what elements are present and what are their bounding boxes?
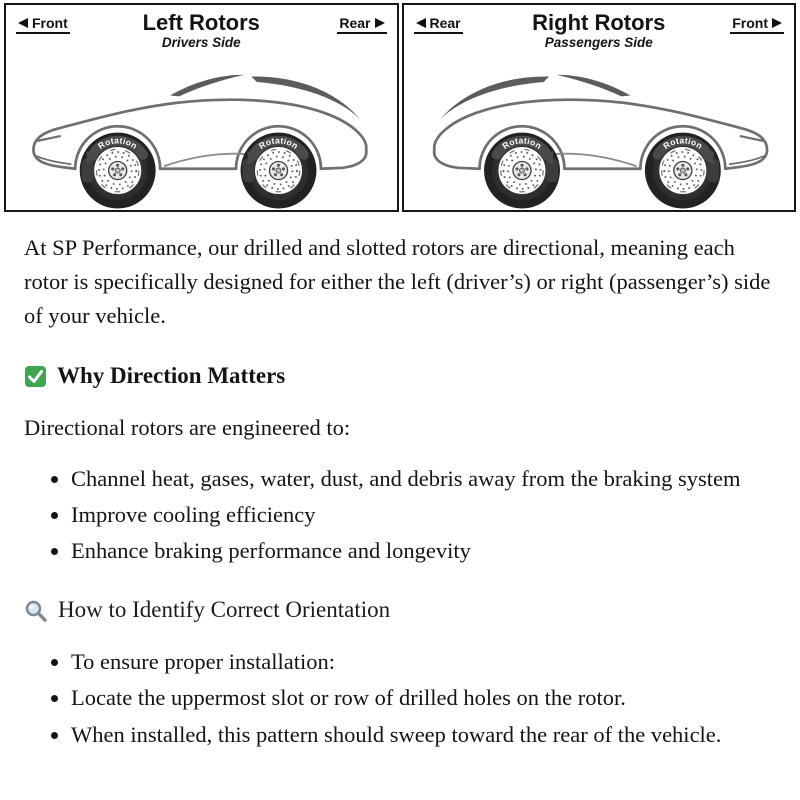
arrow-left-icon bbox=[416, 18, 426, 28]
orientation-bullets-list bbox=[24, 645, 774, 752]
right-rotors-panel bbox=[402, 3, 797, 212]
rotation-label: Rotation bbox=[96, 135, 140, 152]
bullet-item: • Enhance braking performance and longevity bbox=[71, 534, 774, 568]
rear-direction-label bbox=[414, 15, 463, 34]
article-body bbox=[0, 212, 800, 752]
arrow-right-icon bbox=[375, 18, 385, 28]
check-icon bbox=[24, 365, 47, 388]
direction-text: Rear bbox=[429, 15, 461, 31]
identify-orientation-heading bbox=[24, 593, 774, 628]
panel-subtitle: Passengers Side bbox=[544, 35, 653, 51]
rotation-label: Rotation bbox=[499, 135, 544, 152]
bullet-item: • Improve cooling efficiency bbox=[71, 498, 774, 532]
heading-text: How to Identify Correct Orientation bbox=[58, 597, 391, 623]
why-bullets-list bbox=[24, 462, 774, 569]
direction-text: Front bbox=[732, 15, 768, 31]
engineered-lead: Directional rotors are engineered to: bbox=[24, 414, 351, 440]
heading-text: Why Direction Matters bbox=[57, 362, 286, 388]
front-direction-label bbox=[16, 15, 70, 34]
bullet-item: • Channel heat, gases, water, dust, and debris away from the braking system bbox=[71, 462, 774, 496]
rotation-label: Rotation bbox=[256, 135, 301, 152]
panel-subtitle: Drivers Side bbox=[161, 35, 241, 51]
left-panel-header bbox=[6, 5, 397, 61]
car-diagram-left bbox=[6, 63, 397, 212]
intro-paragraph: At SP Performance, our drilled and slotted rotors are directional, meaning each rotor is specifically designed for either the left (driver’s) or right (passenger’s) side of your vehicle. bbox=[24, 235, 771, 329]
car-diagram-right bbox=[404, 63, 795, 212]
panel-title: Left Rotors bbox=[142, 10, 260, 35]
right-panel-header bbox=[404, 5, 795, 61]
rear-direction-label bbox=[337, 15, 386, 34]
rotation-label: Rotation bbox=[660, 135, 704, 152]
why-direction-matters-heading bbox=[24, 359, 774, 394]
panel-title: Right Rotors bbox=[532, 10, 666, 35]
direction-text: Front bbox=[32, 15, 68, 31]
magnifier-icon bbox=[24, 599, 48, 623]
arrow-left-icon bbox=[18, 18, 28, 28]
bullet-item: • Locate the uppermost slot or row of drilled holes on the rotor. bbox=[71, 681, 774, 715]
bullet-item: • To ensure proper installation: bbox=[71, 645, 774, 679]
rotor-diagram bbox=[0, 0, 800, 212]
bullet-item: • When installed, this pattern should sweep toward the rear of the vehicle. bbox=[71, 718, 774, 752]
direction-text: Rear bbox=[339, 15, 371, 31]
front-direction-label bbox=[730, 15, 784, 34]
arrow-right-icon bbox=[772, 18, 782, 28]
left-rotors-panel bbox=[4, 3, 399, 212]
